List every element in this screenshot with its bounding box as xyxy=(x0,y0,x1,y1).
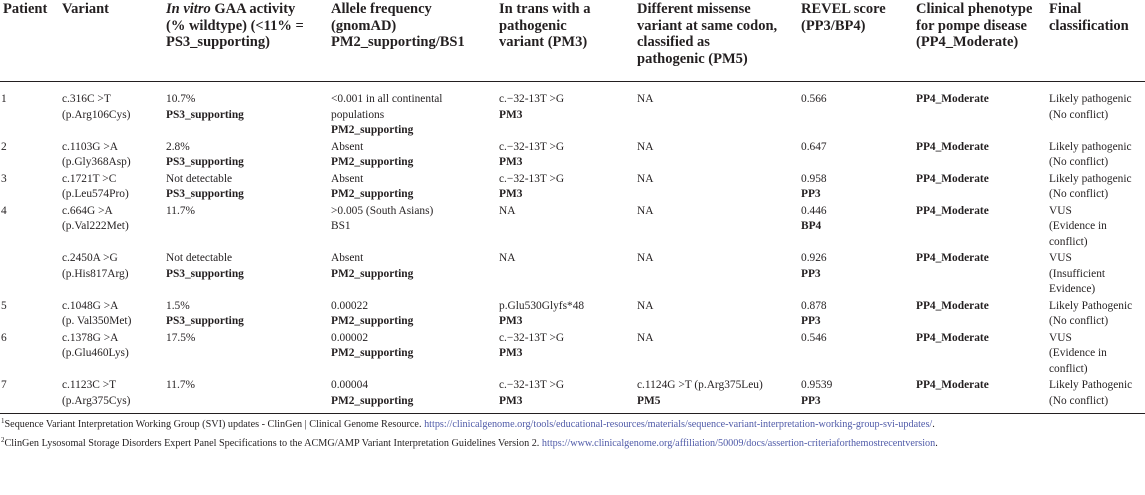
criterion-label: PM2_supporting xyxy=(331,267,414,280)
cell-text: c.1378G >A xyxy=(62,331,119,344)
header-text: classification xyxy=(1049,17,1129,34)
table-cell-missense xyxy=(634,139,798,171)
criterion-label: PP4_Moderate xyxy=(916,93,989,105)
cell-text: NA xyxy=(637,93,654,105)
table-cell-missense xyxy=(634,82,798,139)
cell-text: NA xyxy=(499,252,516,264)
table-cell-in-trans xyxy=(496,139,634,171)
header-in-trans xyxy=(496,0,634,82)
cell-text: 3 xyxy=(1,172,7,185)
table-cell-allele-frequency xyxy=(328,82,496,139)
table-cell-in-trans xyxy=(496,82,634,139)
cell-text: Not detectable xyxy=(166,252,233,264)
table-cell-in-trans xyxy=(496,171,634,203)
table-cell-revel xyxy=(798,82,913,139)
cell-text: Evidence) xyxy=(1049,283,1096,295)
cell-text: 11.7% xyxy=(166,204,195,217)
criterion-label: PP4_Moderate xyxy=(916,379,989,391)
cell-text: c.1123C >T xyxy=(62,379,117,391)
criterion-label: PM3 xyxy=(499,347,523,359)
footnote-link[interactable]: https://clinicalgenome.org/tools/educational-resources/materials/sequence-variant-interpretation-working-group-svi-updates/ xyxy=(424,419,933,430)
cell-text: 0.9539 xyxy=(801,379,833,391)
cell-text: 17.5% xyxy=(166,331,196,344)
criterion-label: PS3_supporting xyxy=(166,315,244,327)
header-text: REVEL score xyxy=(801,1,886,17)
header-patient xyxy=(0,0,59,82)
header-revel xyxy=(798,0,913,82)
cell-text: c.664G >A xyxy=(62,204,113,217)
header-text: PS3_supporting) xyxy=(166,34,270,50)
criterion-label: PM2_supporting xyxy=(331,124,414,136)
cell-text: c.−32-13T >G xyxy=(499,331,565,344)
header-text: pathogenic xyxy=(499,17,567,34)
criterion-label: PM3 xyxy=(499,188,523,200)
cell-text: (p.His817Arg) xyxy=(62,267,129,280)
table-cell-variant xyxy=(59,203,163,251)
table-cell-missense xyxy=(634,330,798,378)
cell-text: (Evidence in xyxy=(1049,347,1107,359)
table-cell-missense xyxy=(634,171,798,203)
header-text: PM2_supporting/BS1 xyxy=(331,34,465,50)
table-cell-gaa-activity xyxy=(163,298,328,330)
cell-text: c.1721T >C xyxy=(62,172,117,185)
table-cell-allele-frequency xyxy=(328,203,496,251)
table-row xyxy=(0,171,1145,203)
table-row xyxy=(0,377,1145,414)
cell-text: 0.958 xyxy=(801,172,827,185)
cell-text: Likely pathogenic xyxy=(1049,140,1132,153)
criterion-label: PP4_Moderate xyxy=(916,172,989,185)
cell-text: c.2450A >G xyxy=(62,252,118,264)
table-cell-patient xyxy=(0,377,59,414)
header-final-classification xyxy=(1046,0,1145,82)
cell-text: (Insufficient xyxy=(1049,267,1106,280)
table-cell-allele-frequency xyxy=(328,330,496,378)
cell-text: 10.7% xyxy=(166,93,196,105)
criterion-label: PM3 xyxy=(499,156,523,168)
header-text: Different missense xyxy=(637,1,751,17)
table-cell-variant xyxy=(59,330,163,378)
cell-text: 6 xyxy=(1,331,7,344)
table-cell-final-classification xyxy=(1046,330,1145,378)
cell-text: 0.647 xyxy=(801,140,827,153)
table-cell-gaa-activity xyxy=(163,82,328,139)
criterion-label: PM2_supporting xyxy=(331,188,414,200)
criterion-label: PS3_supporting xyxy=(166,156,244,168)
header-text: (% wildtype) (<11% = xyxy=(166,17,304,34)
header-clinical-phenotype xyxy=(913,0,1046,82)
criterion-label: PP4_Moderate xyxy=(916,299,989,312)
table-cell-revel xyxy=(798,171,913,203)
cell-text: conflict) xyxy=(1049,362,1088,375)
table-cell-revel xyxy=(798,330,913,378)
table-cell-final-classification xyxy=(1046,377,1145,414)
header-text: Allele frequency xyxy=(331,1,432,17)
table-row xyxy=(0,203,1145,251)
cell-text: NA xyxy=(499,204,516,217)
cell-text: 0.00022 xyxy=(331,299,369,312)
cell-text: (p.Val222Met) xyxy=(62,220,129,232)
cell-text: c.−32-13T >G xyxy=(499,379,565,391)
criterion-label: PM2_supporting xyxy=(331,315,414,327)
table-cell-gaa-activity xyxy=(163,171,328,203)
table-cell-gaa-activity xyxy=(163,203,328,251)
table-cell-variant xyxy=(59,298,163,330)
cell-text: NA xyxy=(637,252,654,264)
cell-text: 1.5% xyxy=(166,299,190,312)
footnote-marker: 2 xyxy=(1,436,5,444)
table-cell-final-classification xyxy=(1046,203,1145,251)
cell-text: c.−32-13T >G xyxy=(499,140,565,153)
cell-text: 1 xyxy=(1,93,7,105)
cell-text: 0.926 xyxy=(801,252,827,264)
table-cell-gaa-activity xyxy=(163,330,328,378)
criterion-label: PP3 xyxy=(801,394,821,407)
table-row xyxy=(0,330,1145,378)
cell-text: 0.878 xyxy=(801,299,827,312)
table-cell-missense xyxy=(634,298,798,330)
table-cell-revel xyxy=(798,203,913,251)
criterion-label: PS3_supporting xyxy=(166,188,244,200)
table-cell-patient xyxy=(0,171,59,203)
table-cell-patient xyxy=(0,82,59,139)
table-row xyxy=(0,250,1145,298)
cell-text: Not detectable xyxy=(166,172,233,185)
criterion-label: PM3 xyxy=(499,394,523,407)
header-text: (gnomAD) xyxy=(331,17,397,34)
cell-text: (No conflict) xyxy=(1049,108,1109,121)
cell-text: <0.001 in all continental xyxy=(331,93,443,105)
criterion-label: PS3_supporting xyxy=(166,108,244,121)
table-cell-patient xyxy=(0,330,59,378)
cell-text: 0.00004 xyxy=(331,379,369,391)
header-allele-frequency xyxy=(328,0,496,82)
cell-text: populations xyxy=(331,108,385,121)
footnote-text: ClinGen Lysosomal Storage Disorders Expert Panel Specifications to the ACMG/AMP Variant Interpretation Guidelines Version 2. xyxy=(4,438,542,449)
criterion-label: PP3 xyxy=(801,315,821,327)
table-cell-gaa-activity xyxy=(163,377,328,414)
criterion-label: PP4_Moderate xyxy=(916,140,989,153)
table-cell-allele-frequency xyxy=(328,298,496,330)
table-cell-final-classification xyxy=(1046,82,1145,139)
header-text: In trans with a xyxy=(499,1,591,17)
cell-text: 0.546 xyxy=(801,331,827,344)
footnote xyxy=(0,433,1145,452)
criterion-label: PP4_Moderate xyxy=(916,252,989,264)
table-cell-variant xyxy=(59,139,163,171)
cell-text: 2 xyxy=(1,140,7,153)
header-text: Final xyxy=(1049,1,1082,17)
table-cell-variant xyxy=(59,82,163,139)
table-cell-variant xyxy=(59,377,163,414)
header-text: pathogenic (PM5) xyxy=(637,50,748,67)
cell-text: 2.8% xyxy=(166,140,190,153)
header-text: (PP3/BP4) xyxy=(801,17,866,34)
cell-text: (No conflict) xyxy=(1049,188,1109,200)
table-cell-clinical-phenotype xyxy=(913,377,1046,414)
cell-text: (p.Arg106Cys) xyxy=(62,108,131,121)
header-gaa-activity xyxy=(163,0,328,82)
header-text: for pompe disease xyxy=(916,17,1027,34)
table-cell-revel xyxy=(798,298,913,330)
footnote-marker: 1 xyxy=(1,417,5,425)
table-cell-patient xyxy=(0,298,59,330)
cell-text: 11.7% xyxy=(166,379,195,391)
cell-text: NA xyxy=(637,140,654,153)
table-cell-gaa-activity xyxy=(163,139,328,171)
cell-text: (p.Leu574Pro) xyxy=(62,188,129,200)
criterion-label: PP3 xyxy=(801,267,821,280)
table-cell-revel xyxy=(798,139,913,171)
criterion-label: PM2_supporting xyxy=(331,394,414,407)
table-cell-patient xyxy=(0,250,59,298)
cell-text: c.1048G >A xyxy=(62,299,119,312)
cell-text: (p.Glu460Lys) xyxy=(62,347,129,359)
footnote-link[interactable]: https://www.clinicalgenome.org/affiliation/50009/docs/assertion-criteriaforthemostrecentversion xyxy=(541,438,936,449)
table-cell-allele-frequency xyxy=(328,171,496,203)
cell-text: (No conflict) xyxy=(1049,394,1109,407)
criterion-label: PP4_Moderate xyxy=(916,331,989,344)
criterion-label: PM3 xyxy=(499,108,523,121)
cell-text: Absent xyxy=(331,172,364,185)
table-cell-missense xyxy=(634,203,798,251)
footnotes xyxy=(0,414,1145,452)
cell-text: Likely Pathogenic xyxy=(1049,379,1133,391)
criterion-label: PP4_Moderate xyxy=(916,204,989,217)
table-header xyxy=(0,0,1145,82)
cell-text: 4 xyxy=(1,204,7,217)
cell-text: VUS xyxy=(1049,204,1072,217)
criterion-label: PM2_supporting xyxy=(331,347,414,359)
table-cell-revel xyxy=(798,377,913,414)
cell-text: (No conflict) xyxy=(1049,315,1109,327)
criterion-label: PP3 xyxy=(801,188,821,200)
header-text: Variant xyxy=(62,1,109,17)
cell-text: (p. Val350Met) xyxy=(62,315,132,327)
table-cell-clinical-phenotype xyxy=(913,82,1046,139)
criterion-label: BP4 xyxy=(801,220,822,232)
table-cell-final-classification xyxy=(1046,250,1145,298)
header-missense xyxy=(634,0,798,82)
table-row xyxy=(0,82,1145,139)
header-text: Clinical phenotype xyxy=(916,1,1033,17)
table-cell-patient xyxy=(0,203,59,251)
table-row xyxy=(0,298,1145,330)
table-body xyxy=(0,82,1145,414)
table-cell-clinical-phenotype xyxy=(913,298,1046,330)
cell-text: (p.Gly368Asp) xyxy=(62,156,131,168)
cell-text: Absent xyxy=(331,252,364,264)
footnote xyxy=(0,414,1145,433)
cell-text: (p.Arg375Cys) xyxy=(62,394,131,407)
table-cell-clinical-phenotype xyxy=(913,330,1046,378)
table-cell-missense xyxy=(634,377,798,414)
cell-text: NA xyxy=(637,331,654,344)
table-cell-in-trans xyxy=(496,203,634,251)
cell-text: 5 xyxy=(1,299,7,312)
footnote-text: Sequence Variant Interpretation Working Group (SVI) updates - ClinGen | Clinical Genome Resource. xyxy=(4,419,425,430)
header-variant xyxy=(59,0,163,82)
table-cell-in-trans xyxy=(496,330,634,378)
cell-text: Absent xyxy=(331,140,364,153)
cell-text: NA xyxy=(637,299,654,312)
cell-text: conflict) xyxy=(1049,235,1088,248)
criterion-label: PM5 xyxy=(637,394,661,407)
cell-text: c.−32-13T >G xyxy=(499,172,565,185)
cell-text: (No conflict) xyxy=(1049,156,1109,168)
table-cell-allele-frequency xyxy=(328,139,496,171)
header-italic-text: In vitro xyxy=(166,1,211,17)
cell-text: 0.446 xyxy=(801,204,827,217)
cell-text: c.1103G >A xyxy=(62,140,118,153)
footnote-suffix: . xyxy=(935,438,938,449)
table-cell-clinical-phenotype xyxy=(913,171,1046,203)
table-cell-variant xyxy=(59,250,163,298)
cell-text: Likely pathogenic xyxy=(1049,93,1132,105)
table-cell-final-classification xyxy=(1046,298,1145,330)
table-cell-variant xyxy=(59,171,163,203)
cell-text: BS1 xyxy=(331,220,351,232)
table-cell-gaa-activity xyxy=(163,250,328,298)
cell-text: c.−32-13T >G xyxy=(499,93,565,105)
header-text: Patient xyxy=(3,1,48,17)
table-row xyxy=(0,139,1145,171)
table-cell-allele-frequency xyxy=(328,250,496,298)
table-cell-revel xyxy=(798,250,913,298)
cell-text: c.1124G >T (p.Arg375Leu) xyxy=(637,379,763,391)
header-text: variant at same codon, xyxy=(637,17,778,34)
table-cell-clinical-phenotype xyxy=(913,203,1046,251)
header-text: classified as xyxy=(637,34,710,50)
cell-text: VUS xyxy=(1049,252,1072,264)
cell-text: Likely pathogenic xyxy=(1049,172,1132,185)
table-cell-missense xyxy=(634,250,798,298)
table-cell-allele-frequency xyxy=(328,377,496,414)
cell-text: NA xyxy=(637,172,654,185)
header-text: (PP4_Moderate) xyxy=(916,34,1019,50)
criterion-label: PM3 xyxy=(499,315,523,327)
cell-text: p.Glu530Glyfs*48 xyxy=(499,299,585,312)
cell-text: 0.00002 xyxy=(331,331,369,344)
criterion-label: PM2_supporting xyxy=(331,156,414,168)
cell-text: VUS xyxy=(1049,331,1072,344)
table-cell-in-trans xyxy=(496,377,634,414)
cell-text: (Evidence in xyxy=(1049,220,1107,232)
cell-text: c.316C >T xyxy=(62,93,111,105)
table-cell-in-trans xyxy=(496,298,634,330)
cell-text: >0.005 (South Asians) xyxy=(331,204,434,217)
table-cell-clinical-phenotype xyxy=(913,250,1046,298)
table-cell-final-classification xyxy=(1046,139,1145,171)
header-text: variant (PM3) xyxy=(499,34,588,50)
table-cell-clinical-phenotype xyxy=(913,139,1046,171)
table-cell-in-trans xyxy=(496,250,634,298)
cell-text: 7 xyxy=(1,379,7,391)
table-cell-final-classification xyxy=(1046,171,1145,203)
table-cell-patient xyxy=(0,139,59,171)
footnote-suffix: . xyxy=(932,419,935,430)
cell-text: 0.566 xyxy=(801,93,827,105)
cell-text: Likely Pathogenic xyxy=(1049,299,1133,312)
header-text: GAA activity xyxy=(210,1,296,17)
criterion-label: PS3_supporting xyxy=(166,267,244,280)
cell-text: NA xyxy=(637,204,654,217)
